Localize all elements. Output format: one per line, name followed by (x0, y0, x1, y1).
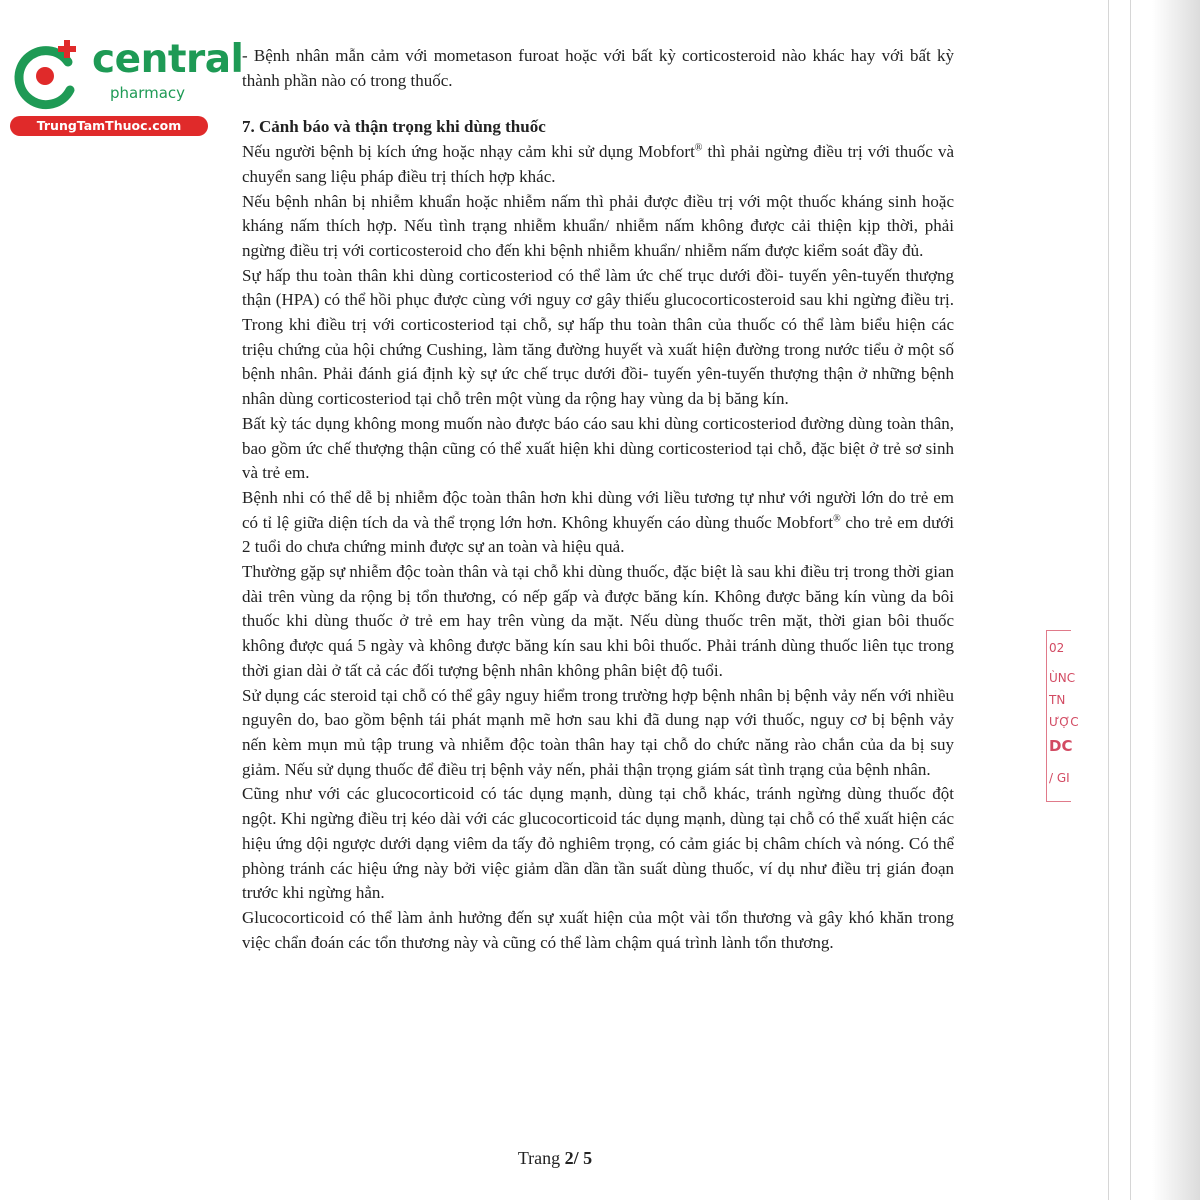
central-pharmacy-logo[interactable] (10, 36, 244, 136)
page-number-footer (0, 1148, 1110, 1169)
page-number: 2/ 5 (564, 1148, 593, 1168)
stamp-text: ƯỢC (1049, 715, 1079, 729)
paragraph-6: Thường gặp sự nhiễm độc toàn thân và tại chỗ khi dùng thuốc, đặc biệt là sau khi điều trị trong thời gian dài trên vùng da rộng bị tổn thương, có nếp gấp và được băng kín. Không được băng kín vùng da bôi thuốc khi dùng thuốc ở trẻ em hay trên vùng da mặt. Nếu dùng thuốc trên mặt, thời gian bôi thuốc không được quá 5 ngày và không được băng kín sau khi bôi thuốc. Phải tránh dùng thuốc liên tục trong thời gian dài ở tất cả các đối tượng bệnh nhân không phân biệt độ tuổi. (242, 562, 954, 680)
section-heading: 7. Cảnh báo và thận trọng khi dùng thuốc (242, 117, 546, 137)
document-body (242, 44, 954, 955)
paragraph-5 (242, 486, 954, 560)
stamp-text: DC (1049, 737, 1073, 755)
paragraph-text: Nếu người bệnh bị kích ứng hoặc nhạy cảm khi sử dụng Mobfort (242, 142, 695, 162)
stamp-text: TN (1049, 693, 1066, 707)
page-edge-line (1108, 0, 1109, 1200)
paragraph-9: Glucocorticoid có thể làm ảnh hưởng đến sự xuất hiện của một vài tổn thương và gây khó khăn trong việc chẩn đoán các tổn thương này và cũng có thể làm chậm quá trình lành tổn thương. (242, 907, 954, 952)
logo-sub-text: pharmacy (110, 84, 186, 102)
pharmacy-cross-icon (10, 40, 82, 112)
footer-label: Trang (517, 1148, 565, 1168)
registered-mark: ® (833, 513, 841, 524)
red-stamp-fragment (1046, 630, 1079, 802)
paragraph-2: Nếu bệnh nhân bị nhiễm khuẩn hoặc nhiễm nấm thì phải được điều trị với một thuốc kháng sinh hoặc kháng nấm thích hợp. Nếu tình trạng nhiễm khuẩn/ nhiễm nấm không được cải thiện kịp thời, phải ngừng điều trị với corticosteroid cho đến khi bệnh nhiễm khuẩn/ nhiễm nấm được kiểm soát đầy đủ. (242, 191, 954, 260)
paragraph-1 (242, 140, 954, 189)
paragraph-8: Cũng như với các glucocorticoid có tác dụng mạnh, dùng tại chỗ khác, tránh ngừng dùng thuốc đột ngột. Khi ngừng điều trị kéo dài với các glucocorticoid tác dụng mạnh, dùng tại chỗ có thể xuất hiện các hiệu ứng dội ngược dưới dạng viêm da tấy đỏ nghiêm trọng, có cảm giác bị châm chích và nóng. Có thể phòng tránh các hiệu ứng này bởi việc giảm dần dần tần suất dùng thuốc, ví dụ như điều trị gián đoạn trước khi ngừng hẳn. (242, 784, 954, 903)
page-edge-line (1130, 0, 1131, 1200)
stamp-text: ÙNC (1049, 671, 1076, 685)
paragraph-text: Bệnh nhi có thể dễ bị nhiễm độc toàn thân hơn khi dùng với liều tương tự như với người lớn do trẻ em có tỉ lệ giữa diện tích da và thể trọng lớn hơn. Không khuyến cáo dùng thuốc Mobfort (242, 487, 954, 532)
paragraph-text: cho trẻ em dưới 2 tuổi do chưa chứng minh được sự an toàn và hiệu quả. (242, 512, 955, 557)
paragraph-3: Sự hấp thu toàn thân khi dùng corticosteriod có thể làm ức chế trục dưới đồi- tuyến yên-tuyến thượng thận (HPA) có thể hồi phục được cùng với nguy cơ gây thiếu glucocorticosteroid sau khi ngừng điều trị. Trong khi điều trị với corticosteriod tại chỗ, sự hấp thu toàn thân của thuốc có thể làm biểu hiện các triệu chứng của hội chứng Cushing, làm tăng đường huyết và xuất hiện đường trong nước tiểu ở một số bệnh nhân. Phải đánh giá định kỳ sự ức chế trục dưới đồi- tuyến yên-tuyến thượng thận ở những bệnh nhân dùng corticosteriod tại chỗ trên một vùng da rộng hay vùng da bị băng kín. (242, 265, 954, 409)
stamp-text: 02 (1049, 641, 1065, 655)
lead-paragraph: - Bệnh nhân mẫn cảm với mometason furoat hoặc với bất kỳ corticosteroid nào khác hay với bất kỳ thành phần nào có trong thuốc. (242, 46, 954, 90)
registered-mark: ® (694, 142, 703, 154)
paragraph-text: thì phải ngừng điều trị với thuốc và chuyển sang liệu pháp điều trị thích hợp khác. (242, 142, 954, 186)
paragraph-4: Bất kỳ tác dụng không mong muốn nào được báo cáo sau khi dùng corticosteriod đường dùng toàn thân, bao gồm ức chế thượng thận cũng có thể xuất hiện khi dùng corticosteriod tại chỗ, đặc biệt ở trẻ sơ sinh và trẻ em. (242, 413, 954, 483)
logo-url-badge[interactable]: TrungTamThuoc.com (10, 116, 208, 136)
page-edge-shadow (1080, 0, 1200, 1200)
logo-brand-text: central (92, 37, 244, 82)
stamp-text: / GI (1049, 771, 1070, 785)
paragraph-7: Sử dụng các steroid tại chỗ có thể gây nguy hiểm trong trường hợp bệnh nhân bị bệnh vảy nến với nhiều nguyên do, bao gồm bệnh tái phát mạnh mẽ hơn sau khi đã dung nạp với thuốc, nguy cơ bị bệnh vảy nến kèm mụn mủ tập trung và nhiễm độc toàn thân hay tại chỗ do chức năng rào chắn của da bị suy giảm. Nếu sử dụng thuốc để điều trị bệnh vảy nến, phải thận trọng giám sát tình trạng của bệnh nhân. (242, 685, 954, 779)
